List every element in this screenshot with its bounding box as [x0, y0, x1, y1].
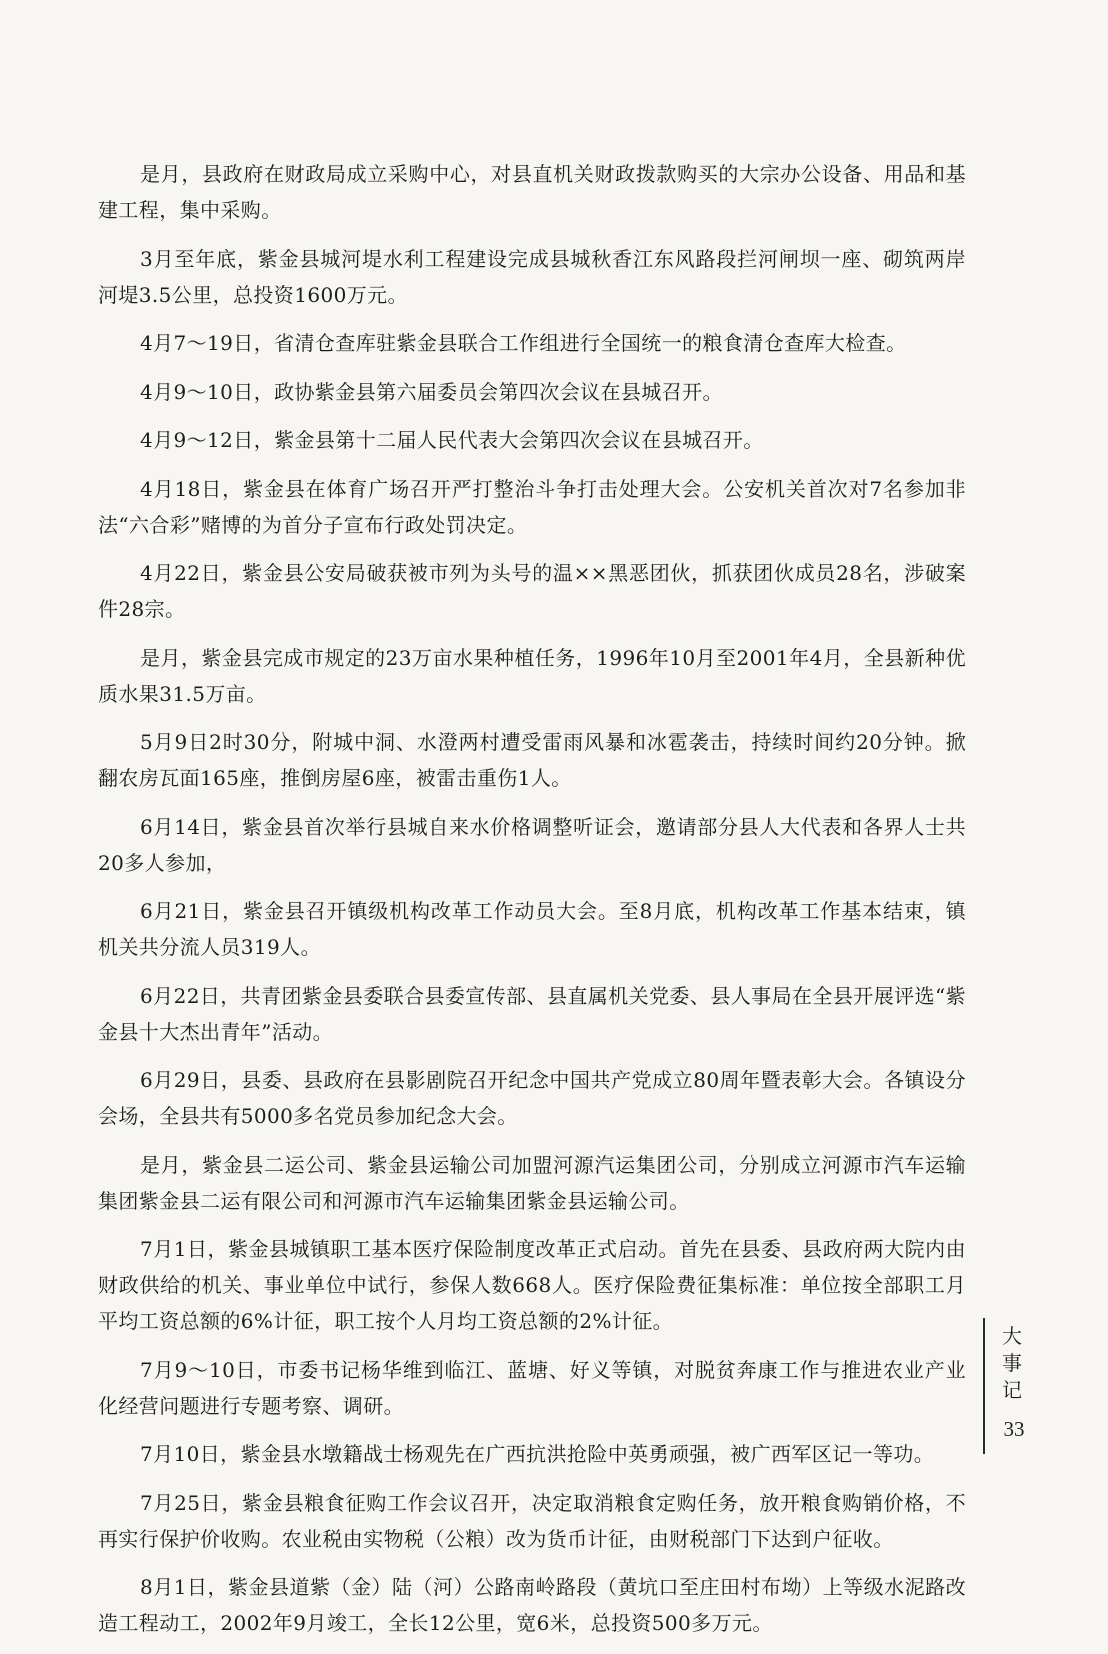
chronicle-text	[98, 156, 966, 1654]
paragraph: 4月9～10日，政协紫金县第六届委员会第四次会议在县城召开。	[140, 379, 723, 404]
paragraph: 5月9日2时30分，附城中洞、水澄两村遭受雷雨风暴和冰雹袭击，持续时间约20分钟。掀翻农房瓦面165座，推倒房屋6座，被雷击重伤1人。	[98, 730, 966, 790]
paragraph: 7月1日，紫金县城镇职工基本医疗保险制度改革正式启动。首先在县委、县政府两大院内由财政供给的机关、事业单位中试行，参保人数668人。医疗保险费征集标准：单位按全部职工月平均工资总额的6%计征，职工按个人月均工资总额的2%计征。	[98, 1237, 966, 1333]
section-label-char: 事	[1002, 1351, 1022, 1375]
paragraph: 7月10日，紫金县水墩籍战士杨观先在广西抗洪抢险中英勇顽强，被广西军区记一等功。	[140, 1442, 935, 1466]
paragraph: 6月14日，紫金县首次举行县城自来水价格调整听证会，邀请部分县人大代表和各界人士共20多人参加，	[98, 814, 966, 875]
paragraph: 4月18日，紫金县在体育广场召开严打整治斗争打击处理大会。公安机关首次对7名参加非法“六合彩”赌博的为首分子宣布行政处罚决定。	[98, 476, 966, 537]
paragraph: 6月21日，紫金县召开镇级机构改革工作动员大会。至8月底，机构改革工作基本结束，镇机关共分流人员319人。	[98, 899, 966, 959]
margin-divider	[983, 1318, 985, 1454]
paragraph: 4月22日，紫金县公安局破获被市列为头号的温××黑恶团伙，抓获团伙成员28名，涉破案件28宗。	[98, 561, 966, 621]
section-label	[992, 1323, 1032, 1404]
paragraph: 是月，紫金县二运公司、紫金县运输公司加盟河源汽运集团公司，分别成立河源市汽车运输集团紫金县二运有限公司和河源市汽车运输集团紫金县运输公司。	[98, 1152, 966, 1213]
paragraph: 7月25日，紫金县粮食征购工作会议召开，决定取消粮食定购任务，放开粮食购销价格，不再实行保护价收购。农业税由实物税（公粮）改为货币计征，由财税部门下达到户征收。	[98, 1490, 966, 1551]
paragraph: 6月29日，县委、县政府在县影剧院召开纪念中国共产党成立80周年暨表彰大会。各镇设分会场，全县共有5000多名党员参加纪念大会。	[98, 1068, 966, 1128]
paragraph: 是月，县政府在财政局成立采购中心，对县直机关财政拨款购买的大宗办公设备、用品和基建工程，集中采购。	[98, 162, 966, 222]
paragraph: 4月9～12日，紫金县第十二届人民代表大会第四次会议在县城召开。	[140, 428, 764, 452]
section-label-char: 大	[1002, 1324, 1022, 1348]
paragraph: 3月至年底，紫金县城河堤水利工程建设完成县城秋香江东风路段拦河闸坝一座、砌筑两岸河堤3.5公里，总投资1600万元。	[98, 246, 966, 307]
page-number: 33	[1003, 1417, 1025, 1441]
paragraph: 7月9～10日，市委书记杨华维到临江、蓝塘、好义等镇，对脱贫奔康工作与推进农业产业化经营问题进行专题考察、调研。	[98, 1357, 966, 1418]
paragraph: 8月1日，紫金县道紫（金）陆（河）公路南岭路段（黄坑口至庄田村布坳）上等级水泥路改造工程动工，2002年9月竣工，全长12公里，宽6米，总投资500多万元。	[98, 1575, 966, 1635]
paragraph: 4月7～19日，省清仓查库驻紫金县联合工作组进行全国统一的粮食清仓查库大检查。	[140, 331, 907, 355]
paragraph: 是月，紫金县完成市规定的23万亩水果种植任务，1996年10月至2001年4月，全县新种优质水果31.5万亩。	[98, 645, 966, 706]
section-label-char: 记	[1002, 1378, 1022, 1402]
paragraph: 6月22日，共青团紫金县委联合县委宣传部、县直属机关党委、县人事局在全县开展评选“紫金县十大杰出青年”活动。	[98, 983, 966, 1044]
